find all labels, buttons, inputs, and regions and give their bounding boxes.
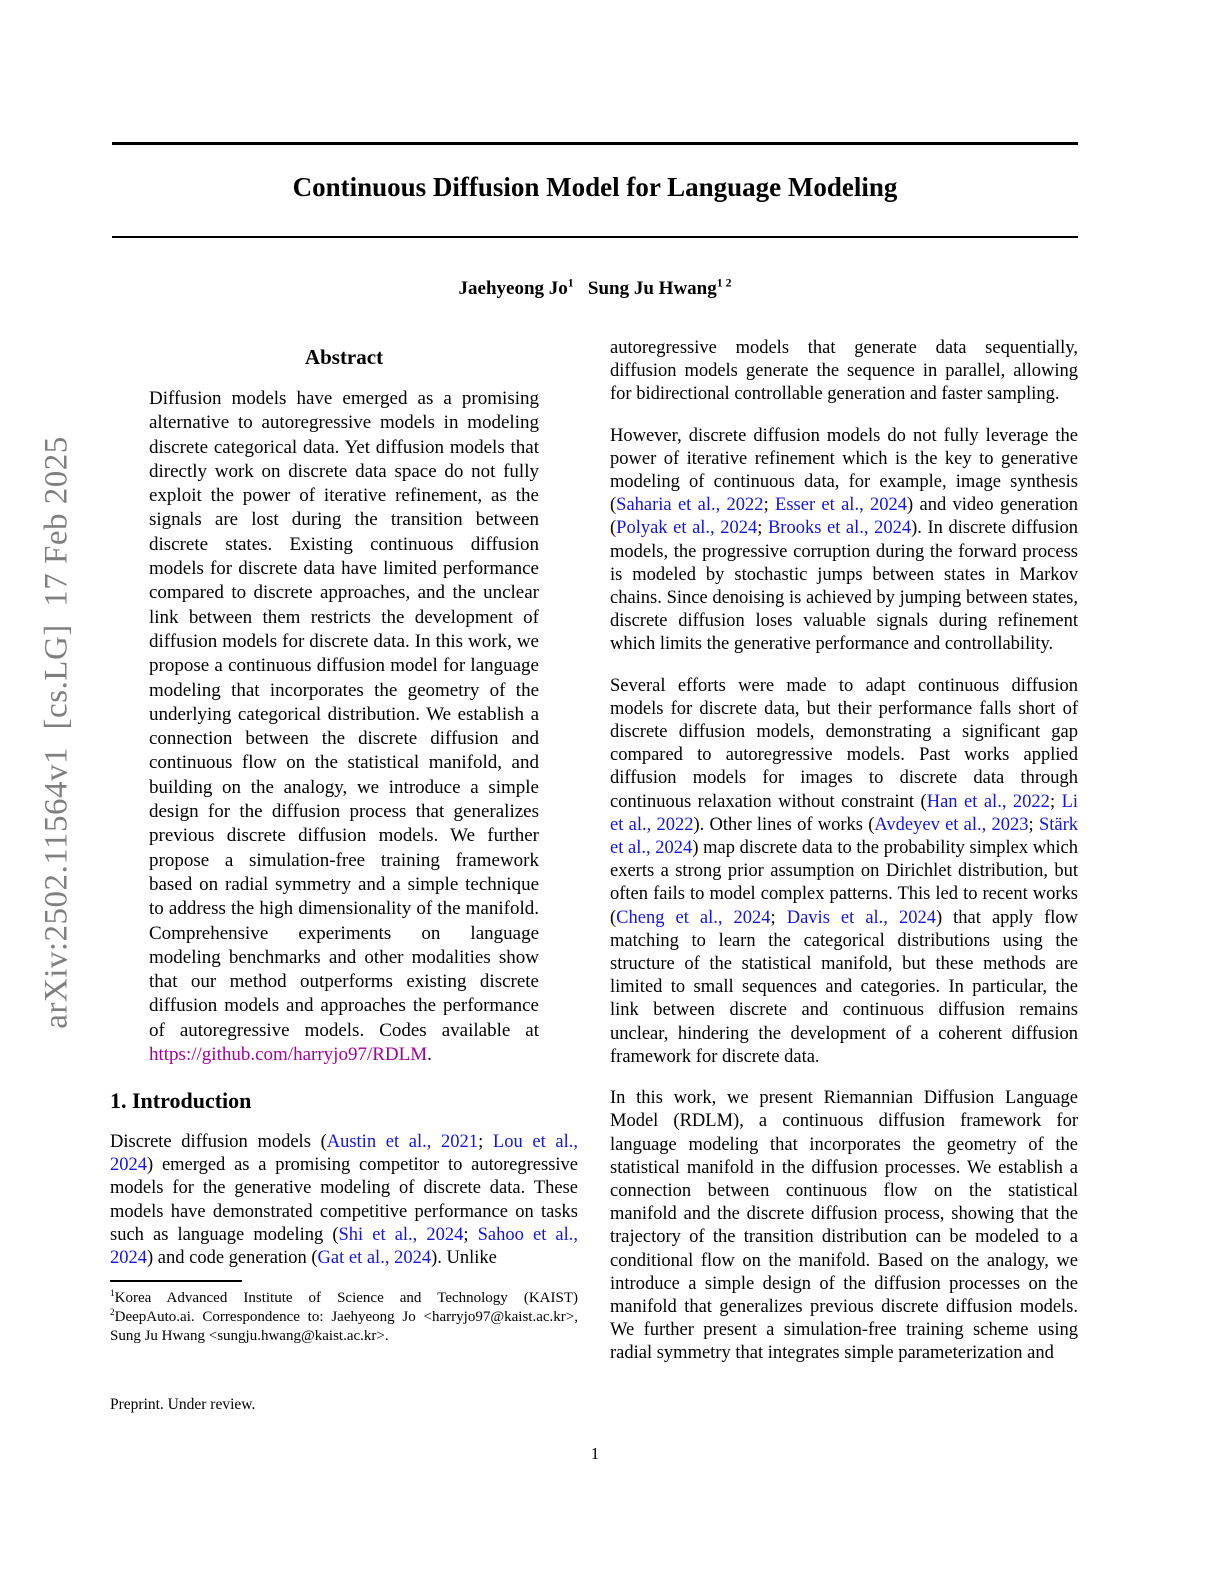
text-run: ;: [770, 907, 787, 928]
text-run: ;: [1049, 791, 1062, 812]
citation-link[interactable]: Saharia et al., 2022: [616, 495, 764, 516]
citation-link[interactable]: Lou et al., 2024: [110, 1132, 578, 1176]
superscript: 1 2: [716, 276, 732, 290]
text-run: ;: [1028, 814, 1039, 835]
page-number: 1: [590, 1444, 600, 1463]
text-run: ). Unlike: [431, 1248, 497, 1269]
citation-link[interactable]: Esser et al., 2024: [775, 495, 908, 516]
text-run: In this work, we present Riemannian Diffusion Language Model (RDLM), a continuous diffusion framework for language modeling that incorporates the geometry of the statistical manifold in the diffusion processes. We establish a connection between continuous flow on the statistical manifold and the discrete diffusion process, showing that the trajectory of the transition distribution can be modeled to a conditional flow on the manifold. Based on the analogy, we introduce a simple design of the diffusion processes on the manifold that generalizes previous discrete diffusion models. We further present a simulation-free training scheme using radial symmetry that integrates simple parameterization and: [610, 1088, 1078, 1364]
text-run: autoregressive models that generate data sequentially, diffusion models generate the sequence in parallel, allowing for bidirectional controllable generation and faster sampling.: [610, 338, 1078, 405]
introduction-heading: 1. Introduction: [110, 1088, 252, 1113]
citation-link[interactable]: Gat et al., 2024: [317, 1248, 432, 1269]
citation-link[interactable]: Cheng et al., 2024: [616, 907, 771, 928]
citation-link[interactable]: Brooks et al., 2024: [767, 518, 912, 539]
citation-link[interactable]: Han et al., 2022: [926, 791, 1050, 812]
paragraph: [610, 337, 1078, 407]
text-run: ) emerged as a promising competitor to autoregressive models for the generative modeling of discrete data. These models have demonstrated competitive performance on tasks such as language modeling (: [110, 1155, 578, 1245]
citation-link[interactable]: Li et al., 2022: [610, 791, 1079, 835]
url-link[interactable]: https://github.com/harryjo97/RDLM: [149, 1044, 428, 1066]
citation-link[interactable]: Stärk et al., 2024: [610, 814, 1079, 859]
text-run: .: [427, 1044, 432, 1066]
abstract-heading: Abstract: [304, 345, 384, 369]
preprint-note: Preprint. Under review.: [110, 1396, 256, 1413]
superscript: 1: [567, 276, 574, 290]
text-run: ) that apply flow matching to learn the categorical distributions using the structure of the statistical manifold, but these methods are limited to small sequences and categories. In particular, the link between discrete and continuous diffusion remains unclear, hindering the development of a coherent diffusion framework for discrete data.: [610, 907, 1078, 1067]
text-run: ) map discrete data to the probability simplex which exerts a strong prior assumption on Dirichlet distribution, but often fails to model complex patterns. This led to recent works (: [610, 838, 1079, 928]
superscript: 1: [110, 1289, 115, 1299]
abstract-section: [110, 345, 578, 1067]
text-run: However, discrete diffusion models do not fully leverage the power of iterative refinement which is the key to generative modeling of continuous data, for example, image synthesis (: [610, 425, 1078, 516]
text-run: ;: [478, 1132, 493, 1152]
citation-link[interactable]: Avdeyev et al., 2023: [874, 814, 1029, 835]
superscript: 2: [110, 1308, 115, 1318]
arxiv-banner-text: arXiv:2502.11564v1 [cs.LG] 17 Feb 2025: [38, 436, 75, 1029]
paragraph: [610, 675, 1078, 1069]
header-rule-bottom: [112, 236, 1078, 238]
text-run: ;: [757, 518, 768, 539]
text-run: Sung Ju Hwang: [587, 278, 717, 299]
footnote-section: [110, 1280, 578, 1346]
citation-link[interactable]: Davis et al., 2024: [786, 907, 936, 928]
text-run: Jaehyeong Jo: [458, 278, 568, 299]
header-rule-top: [112, 142, 1078, 145]
introduction-section: [110, 1088, 578, 1270]
citation-link[interactable]: Polyak et al., 2024: [616, 518, 758, 539]
text-run: ). Other lines of works (: [693, 814, 875, 835]
arxiv-banner: [2, 436, 113, 1064]
text-run: Korea Advanced Institute of Science and Technology (KAIST): [114, 1290, 578, 1306]
citation-link[interactable]: Sahoo et al., 2024: [110, 1224, 579, 1269]
paragraph: [610, 425, 1078, 657]
text-run: Several efforts were made to adapt continuous diffusion models for discrete data, but their performance falls short of discrete diffusion models, demonstrating a significant gap compared to autoregressive models. Past works applied diffusion models for images to discrete data through continuous relaxation without constraint (: [610, 675, 1078, 812]
citation-link[interactable]: Austin et al., 2021: [326, 1132, 479, 1152]
introduction-paragraph: [110, 1131, 578, 1270]
abstract-paragraph: [149, 387, 539, 1067]
text-run: [574, 278, 588, 299]
footnote-rule: [110, 1280, 242, 1282]
text-run: DeepAuto.ai. Correspondence to: Jaehyeong Jo <harryjo97@kaist.ac.kr>, Sung Ju Hwang <sungju.hwang@kaist.ac.kr>.: [110, 1309, 578, 1344]
authors-line: [112, 278, 1078, 300]
paragraph: [610, 1087, 1078, 1365]
text-run: Discrete diffusion models (: [110, 1132, 327, 1152]
text-run: Diffusion models have emerged as a promising alternative to autoregressive models in modeling discrete categorical data. Yet diffusion models that directly work on discrete data space do not fully exploit the power of iterative refinement, as the signals are lost during the transition between discrete states. Existing continuous diffusion models for discrete data have limited performance compared to discrete approaches, and the unclear link between them restricts the development of diffusion models for discrete data. In this work, we propose a continuous diffusion model for language modeling that incorporates the geometry of the underlying categorical distribution. We establish a connection between the discrete diffusion and continuous flow on the statistical manifold, and building on the analogy, we introduce a simple design for the diffusion process that generalizes previous discrete diffusion models. We further propose a simulation-free training framework based on radial symmetry and a simple technique to address the high dimensionality of the manifold. Comprehensive experiments on language modeling benchmarks and other modalities show that our method outperforms existing discrete diffusion models and approaches the performance of autoregressive models. Codes available at: [149, 388, 539, 1041]
text-run: ) and video generation (: [610, 495, 1079, 539]
text-run: ) and code generation (: [147, 1248, 318, 1269]
text-run: ). In discrete diffusion models, the progressive corruption during the forward process is modeled by stochastic jumps between states in Markov chains. Since denoising is achieved by jumping between states, discrete diffusion loses valuable signals during refinement which limits the generative performance and controllability.: [610, 518, 1079, 655]
footnote-text: [110, 1289, 578, 1346]
text-run: ;: [463, 1224, 478, 1245]
citation-link[interactable]: Shi et al., 2024: [338, 1224, 464, 1245]
paper-title: Continuous Diffusion Model for Language Modeling: [292, 172, 898, 202]
right-column: [610, 337, 1078, 1384]
text-run: ;: [763, 495, 776, 516]
